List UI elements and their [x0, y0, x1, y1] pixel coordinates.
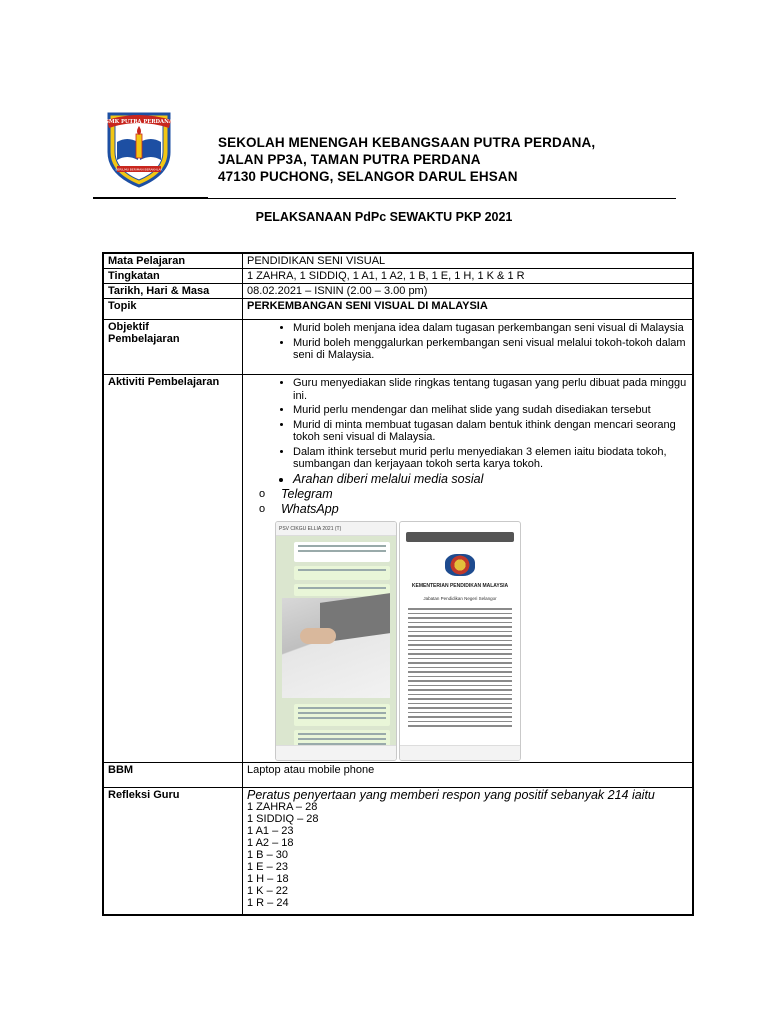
list-item: • Murid boleh menjana idea dalam tugasan perkembangan seni visual di Malaysia	[293, 322, 688, 335]
value-aktiviti	[243, 375, 694, 763]
row-topik	[103, 299, 693, 320]
value-objektif	[243, 320, 694, 375]
crest-icon	[445, 554, 475, 576]
row-tingkatan	[103, 269, 693, 284]
list-item-arahan: • Arahan diberi melalui media sosial	[293, 473, 688, 486]
class-count: 1 R – 24	[247, 897, 289, 909]
value-bbm: Laptop atau mobile phone	[243, 763, 694, 788]
chat-bubble	[294, 704, 390, 726]
school-name: SEKOLAH MENENGAH KEBANGSAAN PUTRA PERDANA,	[218, 135, 596, 150]
class-count: 1 ZAHRA – 28	[247, 801, 318, 813]
document-screenshot	[399, 521, 521, 761]
document-title: PELAKSANAAN PdPc SEWAKTU PKP 2021	[255, 210, 513, 224]
value-mata-pelajaran: PENDIDIKAN SENI VISUAL	[243, 253, 694, 269]
logo-motto-text: BERILMU BERIMAN BERAKHLAK	[115, 167, 163, 172]
label-objektif-line2: Pembelajaran	[108, 333, 180, 345]
chat-bubble	[294, 542, 390, 562]
row-bbm	[103, 763, 693, 788]
row-refleksi	[103, 788, 693, 916]
chat-background	[276, 536, 396, 746]
class-count: 1 A1 – 23	[247, 825, 294, 837]
chat-input-bar	[276, 745, 396, 760]
value-tingkatan: 1 ZAHRA, 1 SIDDIQ, 1 A1, 1 A2, 1 B, 1 E, 1 H, 1 K & 1 R	[243, 269, 694, 284]
browser-toolbar	[400, 745, 520, 760]
value-refleksi	[243, 788, 694, 916]
label-tarikh: Tarikh, Hari & Masa	[103, 284, 243, 299]
chat-screenshot	[275, 521, 397, 761]
label-bbm: BBM	[103, 763, 243, 788]
class-count: 1 B – 30	[247, 849, 288, 861]
chat-photo	[282, 598, 390, 698]
class-count: 1 H – 18	[247, 873, 289, 885]
lesson-table	[102, 252, 694, 916]
label-objektif-line1: Objektif	[108, 321, 149, 333]
list-item: • Murid perlu mendengar dan melihat slide yang sudah disediakan tersebut	[293, 404, 688, 417]
list-item: • Murid boleh menggalurkan perkembangan seni visual melalui tokoh-tokoh dalam seni di Malaysia.	[293, 337, 688, 362]
school-postcode: 47130 PUCHONG, SELANGOR DARUL EHSAN	[218, 169, 518, 184]
row-aktiviti	[103, 375, 693, 763]
media-item-telegram: o Telegram	[281, 487, 688, 502]
screenshots-area	[247, 521, 688, 761]
school-street: JALAN PP3A, TAMAN PUTRA PERDANA	[218, 152, 481, 167]
value-topik: PERKEMBANGAN SENI VISUAL DI MALAYSIA	[243, 299, 694, 320]
label-mata-pelajaran: Mata Pelajaran	[103, 253, 243, 269]
header-rule	[93, 198, 676, 199]
refleksi-intro: Peratus penyertaan yang memberi respon yang positif sebanyak 214 iaitu	[247, 788, 655, 802]
ministry-heading: KEMENTERIAN PENDIDIKAN MALAYSIA	[411, 583, 509, 589]
school-logo	[103, 108, 175, 188]
chat-header: PSV CIKGU ELLIA 2021 (T)	[276, 522, 396, 536]
logo-banner-text: SMK PUTRA PERDANA	[105, 119, 173, 125]
label-topik: Topik	[103, 299, 243, 320]
class-count: 1 E – 23	[247, 861, 288, 873]
address-bar	[406, 532, 514, 542]
school-address	[218, 134, 595, 185]
label-aktiviti: Aktiviti Pembelajaran	[103, 375, 243, 763]
row-tarikh	[103, 284, 693, 299]
label-refleksi: Refleksi Guru	[103, 788, 243, 916]
label-objektif	[103, 320, 243, 375]
value-tarikh: 08.02.2021 – ISNIN (2.00 – 3.00 pm)	[243, 284, 694, 299]
list-item: • Guru menyediakan slide ringkas tentang tugasan yang perlu dibuat pada minggu ini.	[293, 377, 688, 402]
list-item: • Dalam ithink tersebut murid perlu menyediakan 3 elemen iaitu biodata tokoh, sumbangan dan kerjayaan tokoh serta karya tokoh.	[293, 446, 688, 471]
ministry-subheading: Jabatan Pendidikan Negeri Selangor	[423, 596, 497, 601]
media-item-whatsapp: o WhatsApp	[281, 502, 688, 517]
class-count: 1 A2 – 18	[247, 837, 294, 849]
row-objektif	[103, 320, 693, 375]
row-mata-pelajaran	[103, 253, 693, 269]
label-tingkatan: Tingkatan	[103, 269, 243, 284]
chat-bubble	[294, 566, 390, 580]
class-count: 1 K – 22	[247, 885, 288, 897]
class-count: 1 SIDDIQ – 28	[247, 813, 319, 825]
list-item: • Murid di minta membuat tugasan dalam bentuk ithink dengan mencari seorang tokoh seni visual di Malaysia.	[293, 419, 688, 444]
